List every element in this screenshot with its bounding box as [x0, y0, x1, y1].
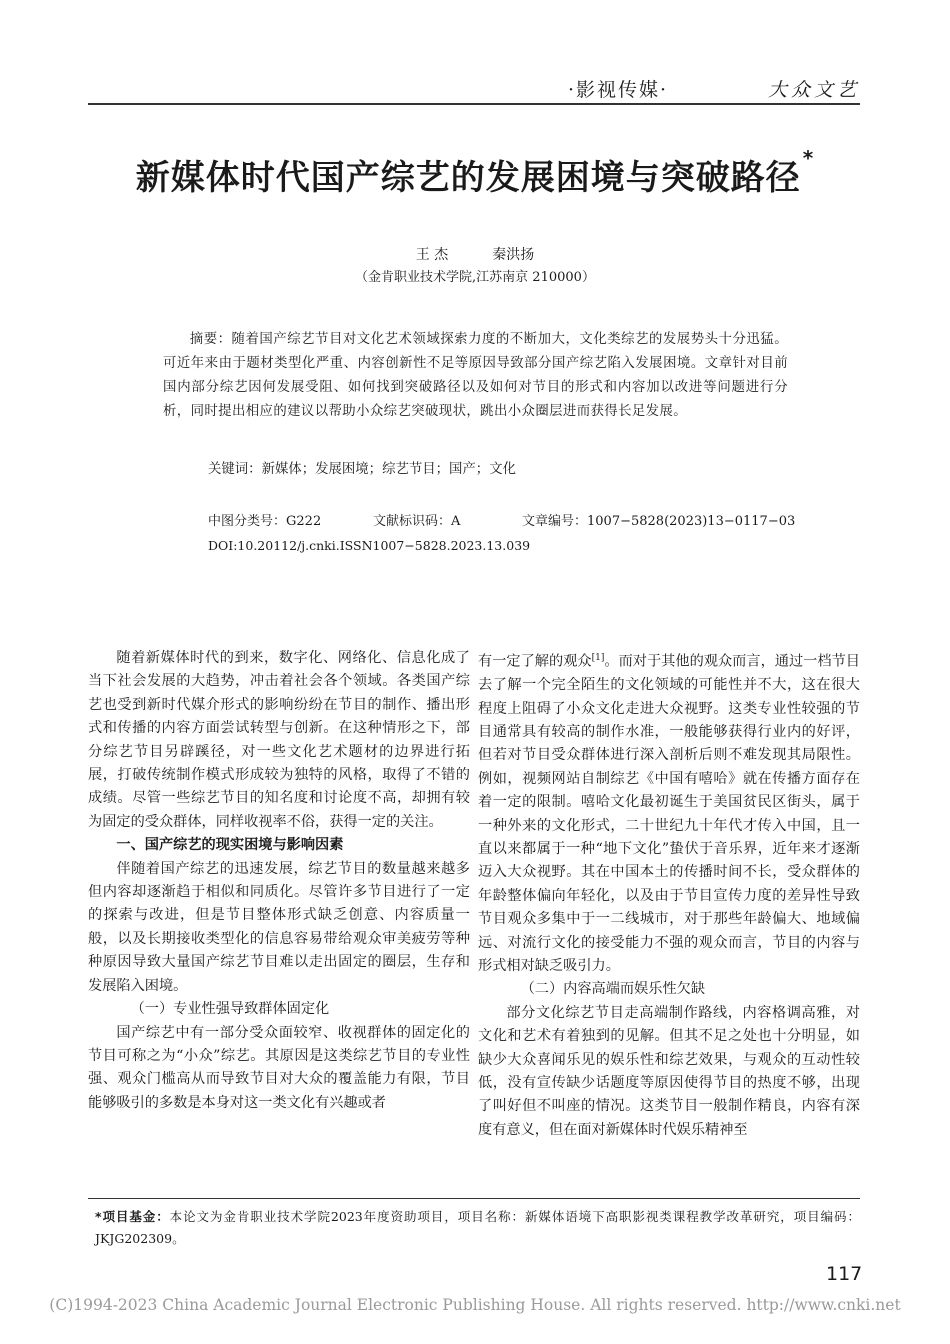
- paragraph-part: 有一定了解的观众: [478, 653, 592, 670]
- author-1: 王 杰: [415, 247, 449, 263]
- subsection-heading: （二）内容高端而娱乐性欠缺: [520, 981, 706, 998]
- art-value: 1007−5828(2023)13−0117−03: [587, 514, 796, 529]
- doi: DOI:10.20112/j.cnki.ISSN1007−5828.2023.13.039: [208, 538, 531, 553]
- clc-number: [208, 510, 321, 529]
- authors: [0, 244, 950, 264]
- art-label: 文章编号：: [522, 514, 588, 529]
- paragraph: 部分文化综艺节目走高端制作路线，内容格调高雅，对文化和艺术有着独到的见解。但其不足之处也十分明显，如缺少大众喜闻乐见的娱乐性和综艺效果，与观众的互动性较低，没有宣传缺少话题度等原因使得节目的热度不够，出现了叫好但不叫座的情况。这类节目一般制作精良，内容有深度有意义，但在面对新媒体时代娱乐精神至: [478, 1004, 860, 1138]
- clc-label: 中图分类号：: [208, 514, 287, 529]
- page-number: 117: [826, 1263, 863, 1285]
- footnote-text: 本论文为金肯职业技术学院2023年度资助项目，项目名称：新媒体语境下高职影视类课程教学改革研究，项目编码：JKJG202309。: [95, 1209, 860, 1246]
- document-code: [373, 510, 460, 529]
- keywords-label: 关键词：: [208, 462, 262, 477]
- title-footnote-mark: *: [802, 146, 815, 170]
- paragraph: 国产综艺中有一部分受众面较窄、收视群体的固定化的节目可称之为“小众”综艺。其原因是这类综艺节目的专业性强、观众门槛高从而导致节目对大众的覆盖能力有限，节目能够吸引的多数是本身对这一类文化有兴趣或者: [88, 1024, 470, 1111]
- header-journal: 大众文艺: [768, 79, 861, 101]
- paragraph-part: 。而对于其他的观众而言，通过一档节目去了解一个完全陌生的文化领域的可能性并不大，这在很大程度上阻碍了小众文化走进大众视野。这类专业性较强的节目通常具有较高的制作水准，一般能够获得行业内的好评，但若对节目受众群体进行深入剖析后则不难发现其局限性。例如，视频网站自制综艺《中国有嘻哈》就在传播方面存在着一定的限制。嘻哈文化最初诞生于美国贫民区街头，属于一种外来的文化形式，二十世纪九十年代才传入中国，且一直以来都属于一种“地下文化”蛰伏于音乐界，近年来才逐渐迈入大众视野。其在中国本土的传播时间不长，受众群体的年龄整体偏向年轻化，以及由于节目宣传力度的差异性导致节目观众多集中于一二线城市，对于那些年龄偏大、地域偏远、对流行文化的接受能力不强的观众而言，节目的内容与形式相对缺乏吸引力。: [478, 653, 860, 975]
- copyright-watermark: (C)1994-2023 China Academic Journal Electronic Publishing House. All rights reserved. http://www.cnki.net: [49, 1296, 901, 1314]
- title-text: 新媒体时代国产综艺的发展困境与突破路径: [135, 158, 801, 198]
- doc-value: A: [451, 514, 461, 529]
- footnote-label: *项目基金：: [95, 1209, 170, 1224]
- abstract-label: 摘要：: [189, 332, 232, 347]
- reference-mark: [1]: [591, 653, 605, 663]
- header-rule: [88, 103, 860, 105]
- doc-label: 文献标识码：: [373, 514, 452, 529]
- paragraph: 伴随着国产综艺的迅速发展，综艺节目的数量越来越多但内容却逐渐趋于相似和同质化。尽管许多节目进行了一定的探索与改进，但是节目整体形式缺乏创意、内容质量一般，以及长期接收类型化的信息容易带给观众审美疲劳等种种原因导致大量国产综艺节目难以走出固定的圈层，生存和发展陷入困境。: [88, 860, 470, 994]
- clc-value: G222: [286, 514, 322, 529]
- abstract: [163, 328, 788, 424]
- keywords: [208, 458, 516, 477]
- right-column: [478, 647, 860, 1142]
- author-2: 秦洪扬: [492, 247, 535, 263]
- abstract-text: 随着国产综艺节目对文化艺术领域探索力度的不断加大，文化类综艺的发展势头十分迅猛。可近年来由于题材类型化严重、内容创新性不足等原因导致部分国产综艺陷入发展困境。文章针对目前国内部分综艺因何发展受阻、如何找到突破路径以及如何对节目的形式和内容加以改进等问题进行分析，同时提出相应的建议以帮助小众综艺突破现状，跳出小众圈层进而获得长足发展。: [163, 332, 789, 419]
- header-section: ·影视传媒·: [568, 79, 669, 101]
- subsection-heading: （一）专业性强导致群体固定化: [130, 1001, 330, 1018]
- section-heading: 一、国产综艺的现实困境与影响因素: [116, 837, 344, 854]
- keywords-text: 新媒体；发展困境；综艺节目；国产；文化: [261, 462, 516, 477]
- footnote-rule: [88, 1198, 860, 1199]
- article-number: [522, 510, 795, 529]
- affiliation: （金肯职业技术学院,江苏南京 210000）: [355, 270, 595, 285]
- left-column: [88, 647, 470, 1115]
- article-title: [0, 146, 950, 199]
- footnote: [95, 1206, 860, 1250]
- paragraph: 随着新媒体时代的到来，数字化、网络化、信息化成了当下社会发展的大趋势，冲击着社会各个领域。各类国产综艺也受到新时代媒介形式的影响纷纷在节目的制作、播出形式和传播的内容方面尝试转型与创新。在这种情形之下，部分综艺节目另辟蹊径，对一些文化艺术题材的边界进行拓展，打破传统制作模式形成较为独特的风格，取得了不错的成绩。尽管一些综艺节目的知名度和讨论度不高，却拥有较为固定的受众群体，同样收视率不俗，获得一定的关注。: [88, 650, 470, 830]
- paragraph: [478, 647, 860, 978]
